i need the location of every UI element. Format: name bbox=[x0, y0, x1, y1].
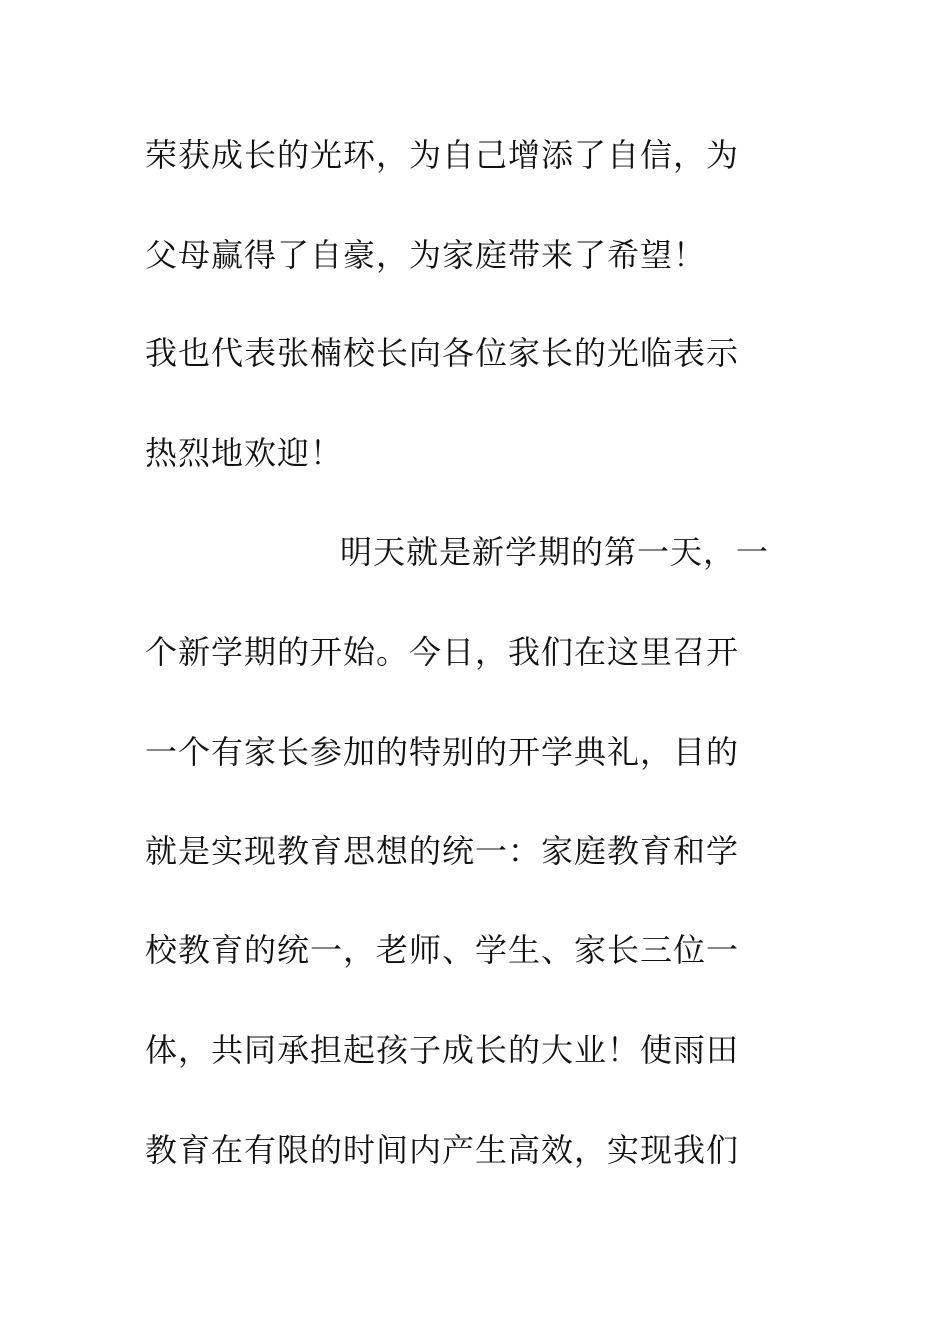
paragraph-start-line: 明天就是新学期的第一天，一 bbox=[340, 533, 770, 571]
body-text-line: 个新学期的开始。今日，我们在这里召开 bbox=[145, 633, 740, 671]
body-text-line: 荣获成长的光环，为自己增添了自信，为 bbox=[145, 136, 740, 174]
body-text-line: 我也代表张楠校长向各位家长的光临表示 bbox=[145, 334, 740, 372]
body-text-line: 就是实现教育思想的统一：家庭教育和学 bbox=[145, 832, 740, 870]
body-text-line: 一个有家长参加的特别的开学典礼，目的 bbox=[145, 733, 740, 771]
body-text-line: 热烈地欢迎！ bbox=[145, 434, 344, 472]
body-text-line: 体，共同承担起孩子成长的大业！使雨田 bbox=[145, 1031, 740, 1069]
body-text-line: 校教育的统一，老师、学生、家长三位一 bbox=[145, 931, 740, 969]
body-text-line: 父母赢得了自豪，为家庭带来了希望！ bbox=[145, 236, 707, 274]
body-text-line: 教育在有限的时间内产生高效，实现我们 bbox=[145, 1131, 740, 1169]
